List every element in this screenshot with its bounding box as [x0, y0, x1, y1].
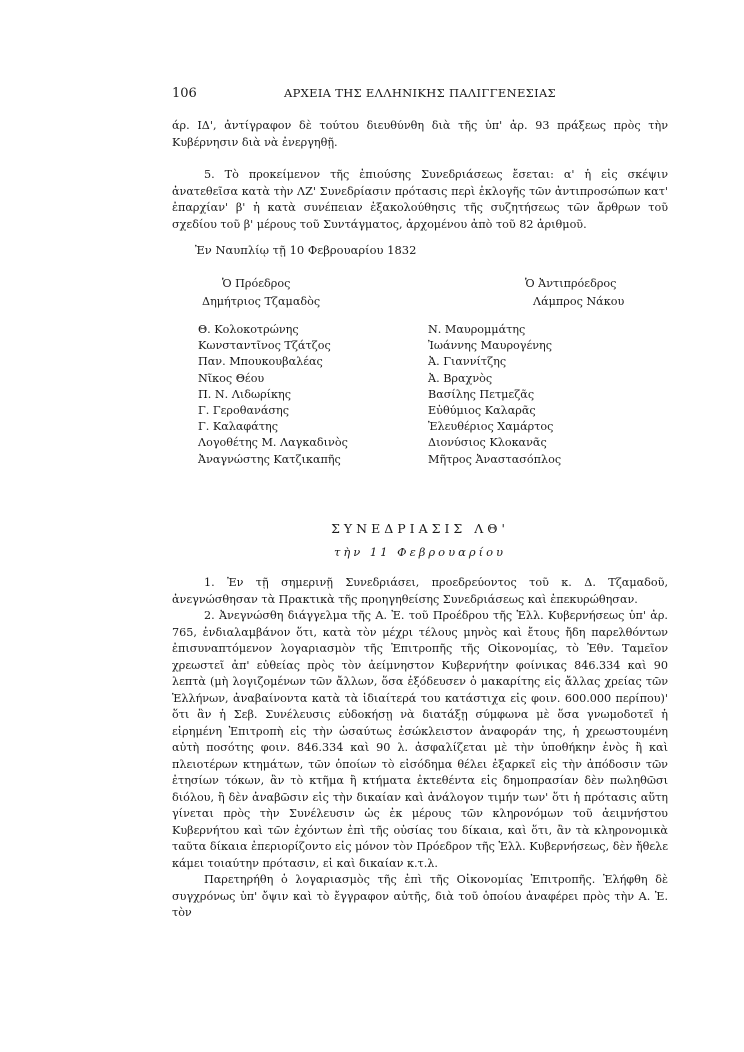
signatory: Π. Ν. Λιδωρίκης [198, 387, 292, 401]
intro-paragraph-block [172, 118, 668, 151]
body-text [172, 575, 668, 922]
signatory: Ἀ. Βραχνὸς [428, 371, 493, 385]
running-title: ΑΡΧΕΙΑ ΤΗΣ ΕΛΛΗΝΙΚΗΣ ΠΑΛΙΓΓΕΝΕΣΙΑΣ [284, 86, 556, 100]
section-title: ΣΥΝΕΔΡΙΑΣΙΣ ΛΘ' [331, 521, 509, 536]
page-number: 106 [172, 86, 197, 101]
president-signature [202, 275, 321, 311]
president-title: Ὁ Πρόεδρος [222, 277, 291, 290]
vice-president-name: Λάμπρος Νάκου [533, 295, 625, 308]
president-name: Δημήτριος Τζαμαδὸς [202, 295, 321, 308]
signatory: Γ. Γεροθανάσης [198, 404, 289, 418]
signatory: Νῖκος Θέου [198, 371, 265, 385]
signatory: Γ. Καλαφάτης [198, 420, 278, 434]
signatory: Ἀναγνώστης Κατζικαπῆς [198, 452, 341, 466]
signatory: Ν. Μαυρομμάτης [428, 323, 526, 336]
paragraph-5-block [172, 167, 668, 233]
body-paragraph-1: 1. Ἐν τῇ σημερινῇ Συνεδριάσει, προεδρεύοντος τοῦ κ. Δ. Τζαμαδοῦ, ἀνεγνώσθησαν τὰ Πρακτικὰ τῆς προηγηθείσης Συνεδριάσεως καὶ ἐπεκυρώθησαν. [172, 576, 668, 606]
signatory: Ἐλευθέριος Χαμάρτος [428, 420, 554, 434]
section-date: τὴν 11 Φεβρουαρίου [333, 545, 507, 559]
vice-president-signature [525, 275, 624, 311]
signatories-right [428, 322, 561, 468]
date-line: Ἐν Ναυπλίῳ τῇ 10 Φεβρουαρίου 1832 [195, 243, 417, 257]
signatory: Θ. Κολοκοτρώνης [198, 323, 299, 336]
signatory: Κωνσταντῖνος Τζάτζος [198, 339, 331, 353]
paragraph-5: 5. Τὸ προκείμενον τῆς ἐπιούσης Συνεδριάσεως ἔσεται: α' ἡ εἰς σκέψιν ἀνατεθεῖσα κατὰ τὴν ΛΖ' Συνεδρίασιν πρότασις περὶ ἐκλογῆς τῶν ἀντιπροσώπων κατ' ἐπαρχίαν' β' ἡ κατὰ συνέπειαν ἐξακολούθησις τῆς συζητήσεως τῶν ἄρθρων τοῦ σχεδίου τοῦ β' μέρους τοῦ Συντάγματος, ἀρχομένου ἀπὸ τοῦ 82 ἀριθμοῦ. [172, 168, 668, 231]
signatory: Ἰωάννης Μαυρογένης [428, 339, 553, 353]
body-paragraph-2: 2. Ἀνεγνώσθη διάγγελμα τῆς Α. Ἐ. τοῦ Προέδρου τῆς Ἑλλ. Κυβερνήσεως ὑπ' ἀρ. 765, ἐνδιαλαμβάνον ὅτι, κατὰ τὸν μέχρι τέλους μηνὸς καὶ ἔτους ἤδη παρελθόντων ἐπισυναπτόμενον λογαριασμὸν τῆς Ἐπιτροπῆς τῆς Οἰκονομίας, τὸ Ἐθν. Ταμεῖον χρεωστεῖ ἀπ' εὐθείας πρὸς τὸν ἀείμνηστον Κυβερνήτην φοίνικας 846.334 καὶ 90 λεπτὰ (μὴ λογιζομένων τῶν ἄλλων, ὅσα ἐξόδευσεν ὁ μακαρίτης εἰς ἄλλας χρείας τῶν Ἑλλήνων, ἀναβαίνοντα κατὰ τὰ ἰδιαίτερά του κατάστιχα εἰς φοιν. 600.000 περίπου)' ὅτι ἂν ἡ Σεβ. Συνέλευσις εὐδοκήσῃ νὰ διατάξῃ σύμφωνα μὲ ὅσα γνωμοδοτεῖ ἡ εἰρημένη Ἐπιτροπὴ εἰς τὴν ὡσαύτως ἐσώκλειστον ἀναφοράν της, ἡ χρεωστουμένη αὐτὴ ποσότης φοιν. 846.334 καὶ 90 λ. ἀσφαλίζεται μὲ τὴν ὑποθήκην ἑνὸς ἢ καὶ πλειοτέρων κτημάτων, τῶν ὁποίων τὸ εἰσόδημα θέλει ἐξαρκεῖ εἰς τὴν ἀπόδοσιν τῶν ἐτησίων τόκων, ἂν τὸ κτῆμα ἢ κτήματα ἐκτεθέντα εἰς δημοπρασίαν δὲν πωληθῶσι διόλου, ἢ δὲν ἀναβῶσιν εἰς τὴν δικαίαν καὶ ἀνάλογον τιμήν των' ὅτι ἡ πρότασις αὕτη γίνεται πρὸς τὴν Συνέλευσιν ὡς ἐκ μέρους τῶν κληρονόμων τοῦ ἀειμνήστου Κυβερνήτου καὶ τῶν ἐχόντων ἐπὶ τῆς οὐσίας του δίκαια, καὶ ὅτι, ἂν τὰ κληρονομικὰ ταῦτα δίκαια ἐπεριορίζοντο εἰς μόνον τὸν Πρόεδρον τῆς Ἑλλ. Κυβερνήσεως, δὲν ἤθελε κάμει τοιαύτην πρότασιν, εἰ καὶ δικαίαν κ.τ.λ. [172, 609, 668, 870]
page-header [172, 86, 668, 102]
signatory: Παν. Μπουκουβαλέας [198, 355, 323, 369]
signatory: Διονύσιος Κλοκανᾶς [428, 436, 547, 450]
vice-president-title: Ὁ Ἀντιπρόεδρος [525, 277, 617, 290]
signatory: Εὐθύμιος Καλαρᾶς [428, 404, 536, 418]
signatory: Βασίλης Πετμεζᾶς [428, 387, 535, 401]
body-paragraph-3: Παρετηρήθη ὁ λογαριασμὸς τῆς ἐπὶ τῆς Οἰκονομίας Ἐπιτροπῆς. Ἐλήφθη δὲ συγχρόνως ὑπ' ὄψιν καὶ τὸ ἔγγραφον αὐτῆς, διὰ τοῦ ὁποίου ἀναφέρει πρὸς τὴν Α. Ἐ. τὸν [172, 873, 668, 919]
signatory: Μῆτρος Ἀναστασόπλος [428, 452, 562, 466]
signatory: Λογοθέτης Μ. Λαγκαδινὸς [198, 436, 348, 450]
intro-paragraph: άρ. ΙΔ', ἀντίγραφον δὲ τούτου διευθύνθη διὰ τῆς ὑπ' ἀρ. 93 πράξεως πρὸς τὴν Κυβέρνησιν διὰ νὰ ἐνεργηθῇ. [172, 119, 668, 149]
signatory: Ἀ. Γιαννίτζης [428, 355, 507, 369]
signatories-left [198, 322, 348, 468]
